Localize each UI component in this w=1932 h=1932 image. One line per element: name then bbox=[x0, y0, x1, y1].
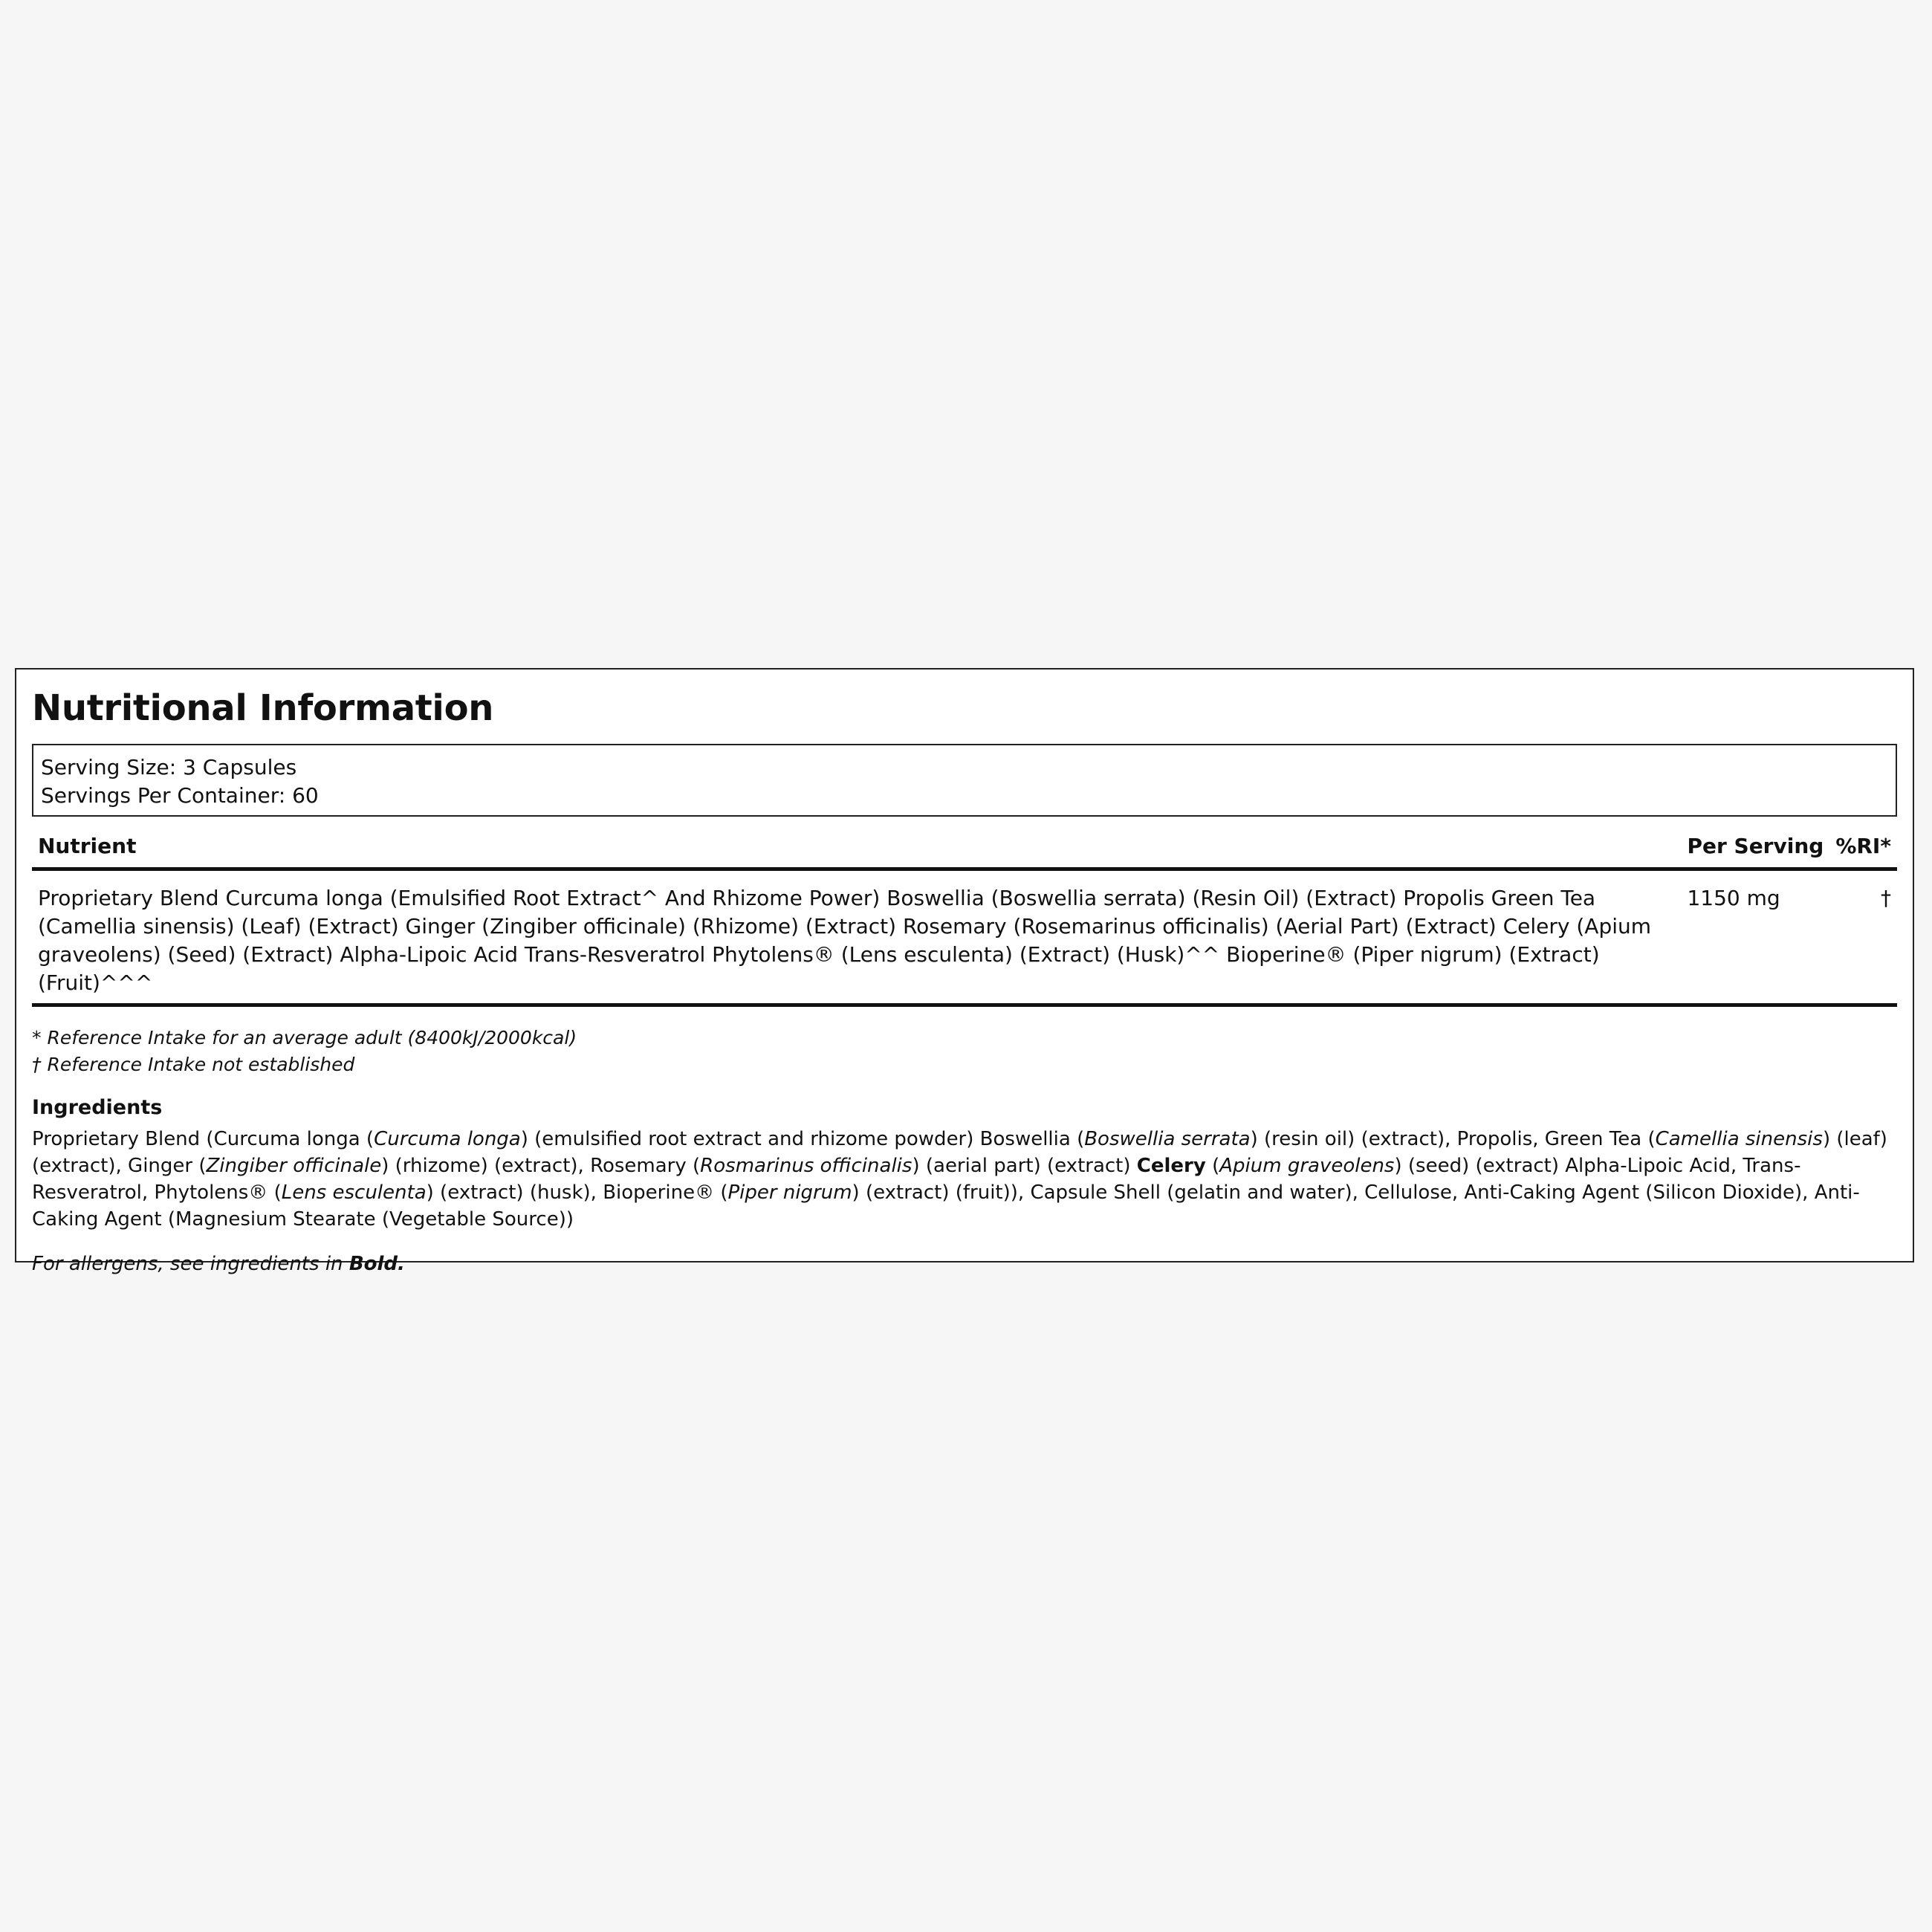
header-per-serving: Per Serving bbox=[1681, 832, 1829, 869]
ingredient-segment: ) (leaf) (extract), Ginger ( bbox=[32, 1128, 1887, 1177]
ingredient-segment: Proprietary Blend (Curcuma longa ( bbox=[32, 1128, 375, 1150]
allergen-note-emphasis: Bold. bbox=[349, 1253, 405, 1275]
serving-info-box bbox=[32, 744, 1897, 817]
ingredient-segment: Lens esculenta bbox=[281, 1181, 427, 1204]
nutrient-ri: † bbox=[1829, 869, 1897, 1005]
ingredient-segment: ) (aerial part) (extract) bbox=[912, 1155, 1137, 1177]
ingredient-segment: ) (rhizome) (extract), Rosemary ( bbox=[381, 1155, 701, 1177]
allergen-note bbox=[32, 1251, 1897, 1277]
ingredient-segment: Celery bbox=[1136, 1155, 1206, 1177]
ingredient-segment: ) (emulsified root extract and rhizome powder) Boswellia ( bbox=[520, 1128, 1085, 1150]
ingredient-segment: ( bbox=[1205, 1155, 1220, 1177]
footnote-not-established: † Reference Intake not established bbox=[32, 1054, 355, 1075]
header-nutrient: Nutrient bbox=[32, 832, 1681, 869]
ingredient-segment: Curcuma longa bbox=[374, 1128, 521, 1150]
ingredients-text bbox=[32, 1126, 1897, 1233]
nutrient-per-serving: 1150 mg bbox=[1681, 869, 1829, 1005]
allergen-note-prefix: For allergens, see ingredients in bbox=[32, 1253, 349, 1275]
page-title: Nutritional Information bbox=[32, 687, 494, 729]
serving-size: Serving Size: 3 Capsules bbox=[41, 755, 297, 779]
ingredient-segment: ) (resin oil) (extract), Propolis, Green Tea ( bbox=[1250, 1128, 1656, 1150]
nutrient-table bbox=[32, 832, 1897, 1007]
footnotes bbox=[32, 1025, 1897, 1078]
ingredient-segment: Piper nigrum bbox=[727, 1181, 852, 1204]
header-ri: %RI* bbox=[1829, 832, 1897, 869]
ingredient-segment: Apium graveolens bbox=[1219, 1155, 1395, 1177]
footnote-reference-intake: * Reference Intake for an average adult (8400kJ/2000kcal) bbox=[32, 1027, 577, 1048]
nutrition-panel bbox=[15, 668, 1914, 1275]
ingredient-segment: ) (extract) (fruit)), Capsule Shell (gelatin and water), Cellulose, Anti-Caking Agent (Silicon Dioxide), Anti-Caking Agent (Magnesium Stearate (Vegetable Source)) bbox=[32, 1181, 1860, 1231]
ingredient-segment: Zingiber officinale bbox=[206, 1155, 382, 1177]
ingredient-segment: ) (extract) (husk), Bioperine® ( bbox=[426, 1181, 728, 1204]
ingredient-segment: Boswellia serrata bbox=[1084, 1128, 1251, 1150]
ingredient-segment: Camellia sinensis bbox=[1655, 1128, 1823, 1150]
nutrient-name: Proprietary Blend Curcuma longa (Emulsified Root Extract^ And Rhizome Power) Boswellia (Boswellia serrata) (Resin Oil) (Extract) Propolis Green Tea (Camellia sinensis) (Leaf) (Extract) Ginger (Zingiber officinale) (Rhizome) (Extract) Rosemary (Rosemarinus officinalis) (Aerial Part) (Extract) Celery (Apium graveolens) (Seed) (Extract) Alpha-Lipoic Acid Trans-Resveratrol Phytolens® (Lens esculenta) (Extract) (Husk)^^ Bioperine® (Piper nigrum) (Extract) (Fruit)^^^ bbox=[32, 869, 1681, 1005]
table-row bbox=[32, 869, 1897, 1005]
servings-per-container: Servings Per Container: 60 bbox=[41, 783, 319, 808]
ingredients-heading: Ingredients bbox=[32, 1096, 163, 1119]
ingredient-segment: ) (seed) (extract) Alpha-Lipoic Acid, Trans-Resveratrol, Phytolens® ( bbox=[32, 1155, 1801, 1204]
nutrient-table-header bbox=[32, 832, 1897, 869]
ingredient-segment: Rosmarinus officinalis bbox=[700, 1155, 912, 1177]
